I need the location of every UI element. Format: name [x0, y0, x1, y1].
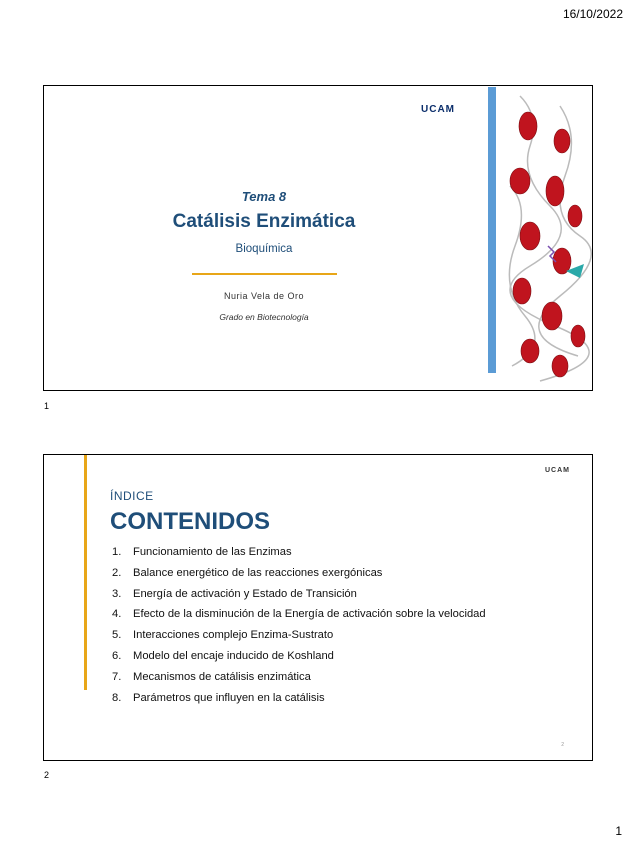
list-item: 2. Balance energético de las reacciones exergónicas: [112, 566, 383, 579]
list-item: 7. Mecanismos de catálisis enzimática: [112, 670, 311, 683]
gold-vertical-line: [84, 455, 87, 690]
page-number: 1: [615, 824, 622, 838]
list-item: 1. Funcionamiento de las Enzimas: [112, 546, 292, 558]
list-item: 4. Efecto de la disminución de la Energía de activación sobre la velocidad: [112, 608, 486, 621]
slide-inner-page-number: 2: [561, 742, 564, 748]
contents-title: CONTENIDOS: [110, 508, 271, 535]
slide-number-1: 1: [44, 401, 50, 411]
slide-subject: Bioquímica: [235, 243, 293, 255]
slide-2-contents: [43, 454, 593, 761]
contents-list: [112, 542, 486, 708]
slide-author: Nuria Vela de Oro: [223, 291, 305, 301]
gold-divider: [192, 273, 337, 275]
page-date: 16/10/2022: [562, 7, 623, 21]
protein-structure-image: [500, 86, 592, 390]
list-item: 8. Parámetros que influyen en la catálisis: [112, 691, 325, 704]
list-item: 6. Modelo del encaje inducido de Koshland: [112, 649, 334, 662]
blue-accent-bar: [488, 87, 496, 373]
ucam-logo: UCAM: [421, 104, 455, 115]
ucam-logo: UCAM: [545, 467, 570, 474]
slide-degree: Grado en Biotecnología: [219, 312, 309, 322]
slide-title: Catálisis Enzimática: [172, 211, 356, 232]
slide-1-title: [43, 85, 593, 391]
slide-tema: Tema 8: [241, 189, 287, 204]
section-label: ÍNDICE: [110, 489, 154, 503]
list-item: 3. Energía de activación y Estado de Transición: [112, 587, 357, 600]
list-item: 5. Interacciones complejo Enzima-Sustrato: [112, 629, 334, 642]
slide-number-2: 2: [44, 770, 50, 780]
